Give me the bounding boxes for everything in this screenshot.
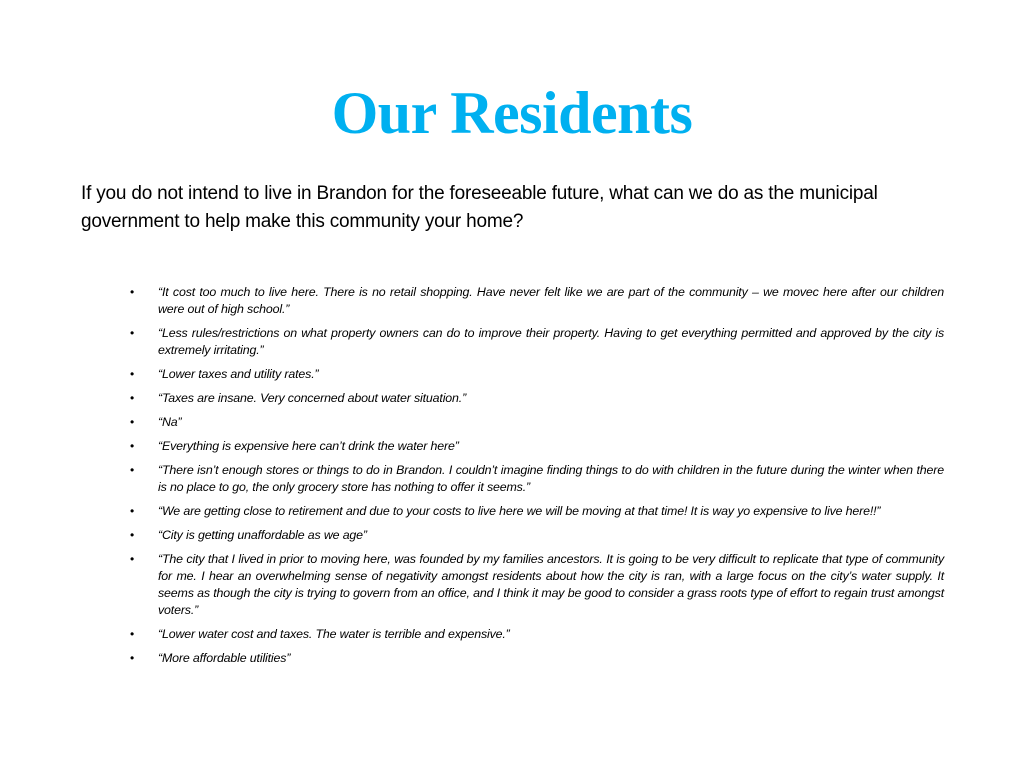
response-item [130, 503, 944, 520]
response-text: “It cost too much to live here. There is no retail shopping. Have never felt like we are part of the community – we movec here after our children were out of high school.” [158, 285, 944, 316]
response-item [130, 626, 944, 643]
bullet-icon: • [130, 528, 135, 542]
response-text: “City is getting unaffordable as we age” [158, 528, 367, 542]
response-item [130, 462, 944, 496]
response-text: “The city that I lived in prior to moving here, was founded by my families ancestors. It is going to be very difficult to replicate that type of community for me. I hear an overwhelming sense of negativity amongst residents about how the city is ran, with a large focus on the city’s water supply. It seems as though the city is trying to govern from an office, and I think it may be good to consider a grass roots type of effort to regain trust amongst voters.” [158, 552, 944, 617]
response-item [130, 527, 944, 544]
response-text: “Lower taxes and utility rates.” [158, 367, 319, 381]
bullet-icon: • [130, 651, 135, 665]
response-item [130, 438, 944, 455]
response-item [130, 390, 944, 407]
response-item [130, 284, 944, 318]
response-text: “More affordable utilities” [158, 651, 291, 665]
bullet-icon: • [130, 463, 135, 477]
bullet-icon: • [130, 391, 135, 405]
response-text: “There isn’t enough stores or things to do in Brandon. I couldn’t imagine finding things to do with children in the future during the winter when there is no place to go, the only grocery store has nothing to offer it seems.” [158, 463, 944, 494]
response-list [130, 284, 944, 674]
response-text: “Everything is expensive here can’t drink the water here” [158, 439, 459, 453]
bullet-icon: • [130, 627, 135, 641]
bullet-icon: • [130, 326, 135, 340]
response-item [130, 414, 944, 431]
bullet-icon: • [130, 415, 135, 429]
response-item [130, 366, 944, 383]
response-text: “Na” [158, 415, 182, 429]
response-item [130, 650, 944, 667]
bullet-icon: • [130, 504, 135, 518]
slide-title: Our Residents [331, 80, 693, 146]
response-item [130, 325, 944, 359]
bullet-icon: • [130, 439, 135, 453]
survey-question: If you do not intend to live in Brandon for the foreseeable future, what can we do as the municipal government to help make this community your home? [81, 183, 878, 232]
response-item [130, 551, 944, 619]
response-text: “Less rules/restrictions on what property owners can do to improve their property. Having to get everything permitted and approved by the city is extremely irritating.” [158, 326, 944, 357]
response-text: “Lower water cost and taxes. The water is terrible and expensive.” [158, 627, 510, 641]
bullet-icon: • [130, 552, 135, 566]
bullet-icon: • [130, 285, 135, 299]
response-text: “Taxes are insane. Very concerned about water situation.” [158, 391, 467, 405]
response-text: “We are getting close to retirement and due to your costs to live here we will be moving at that time! It is way yo expensive to live here!!” [158, 504, 881, 518]
bullet-icon: • [130, 367, 135, 381]
